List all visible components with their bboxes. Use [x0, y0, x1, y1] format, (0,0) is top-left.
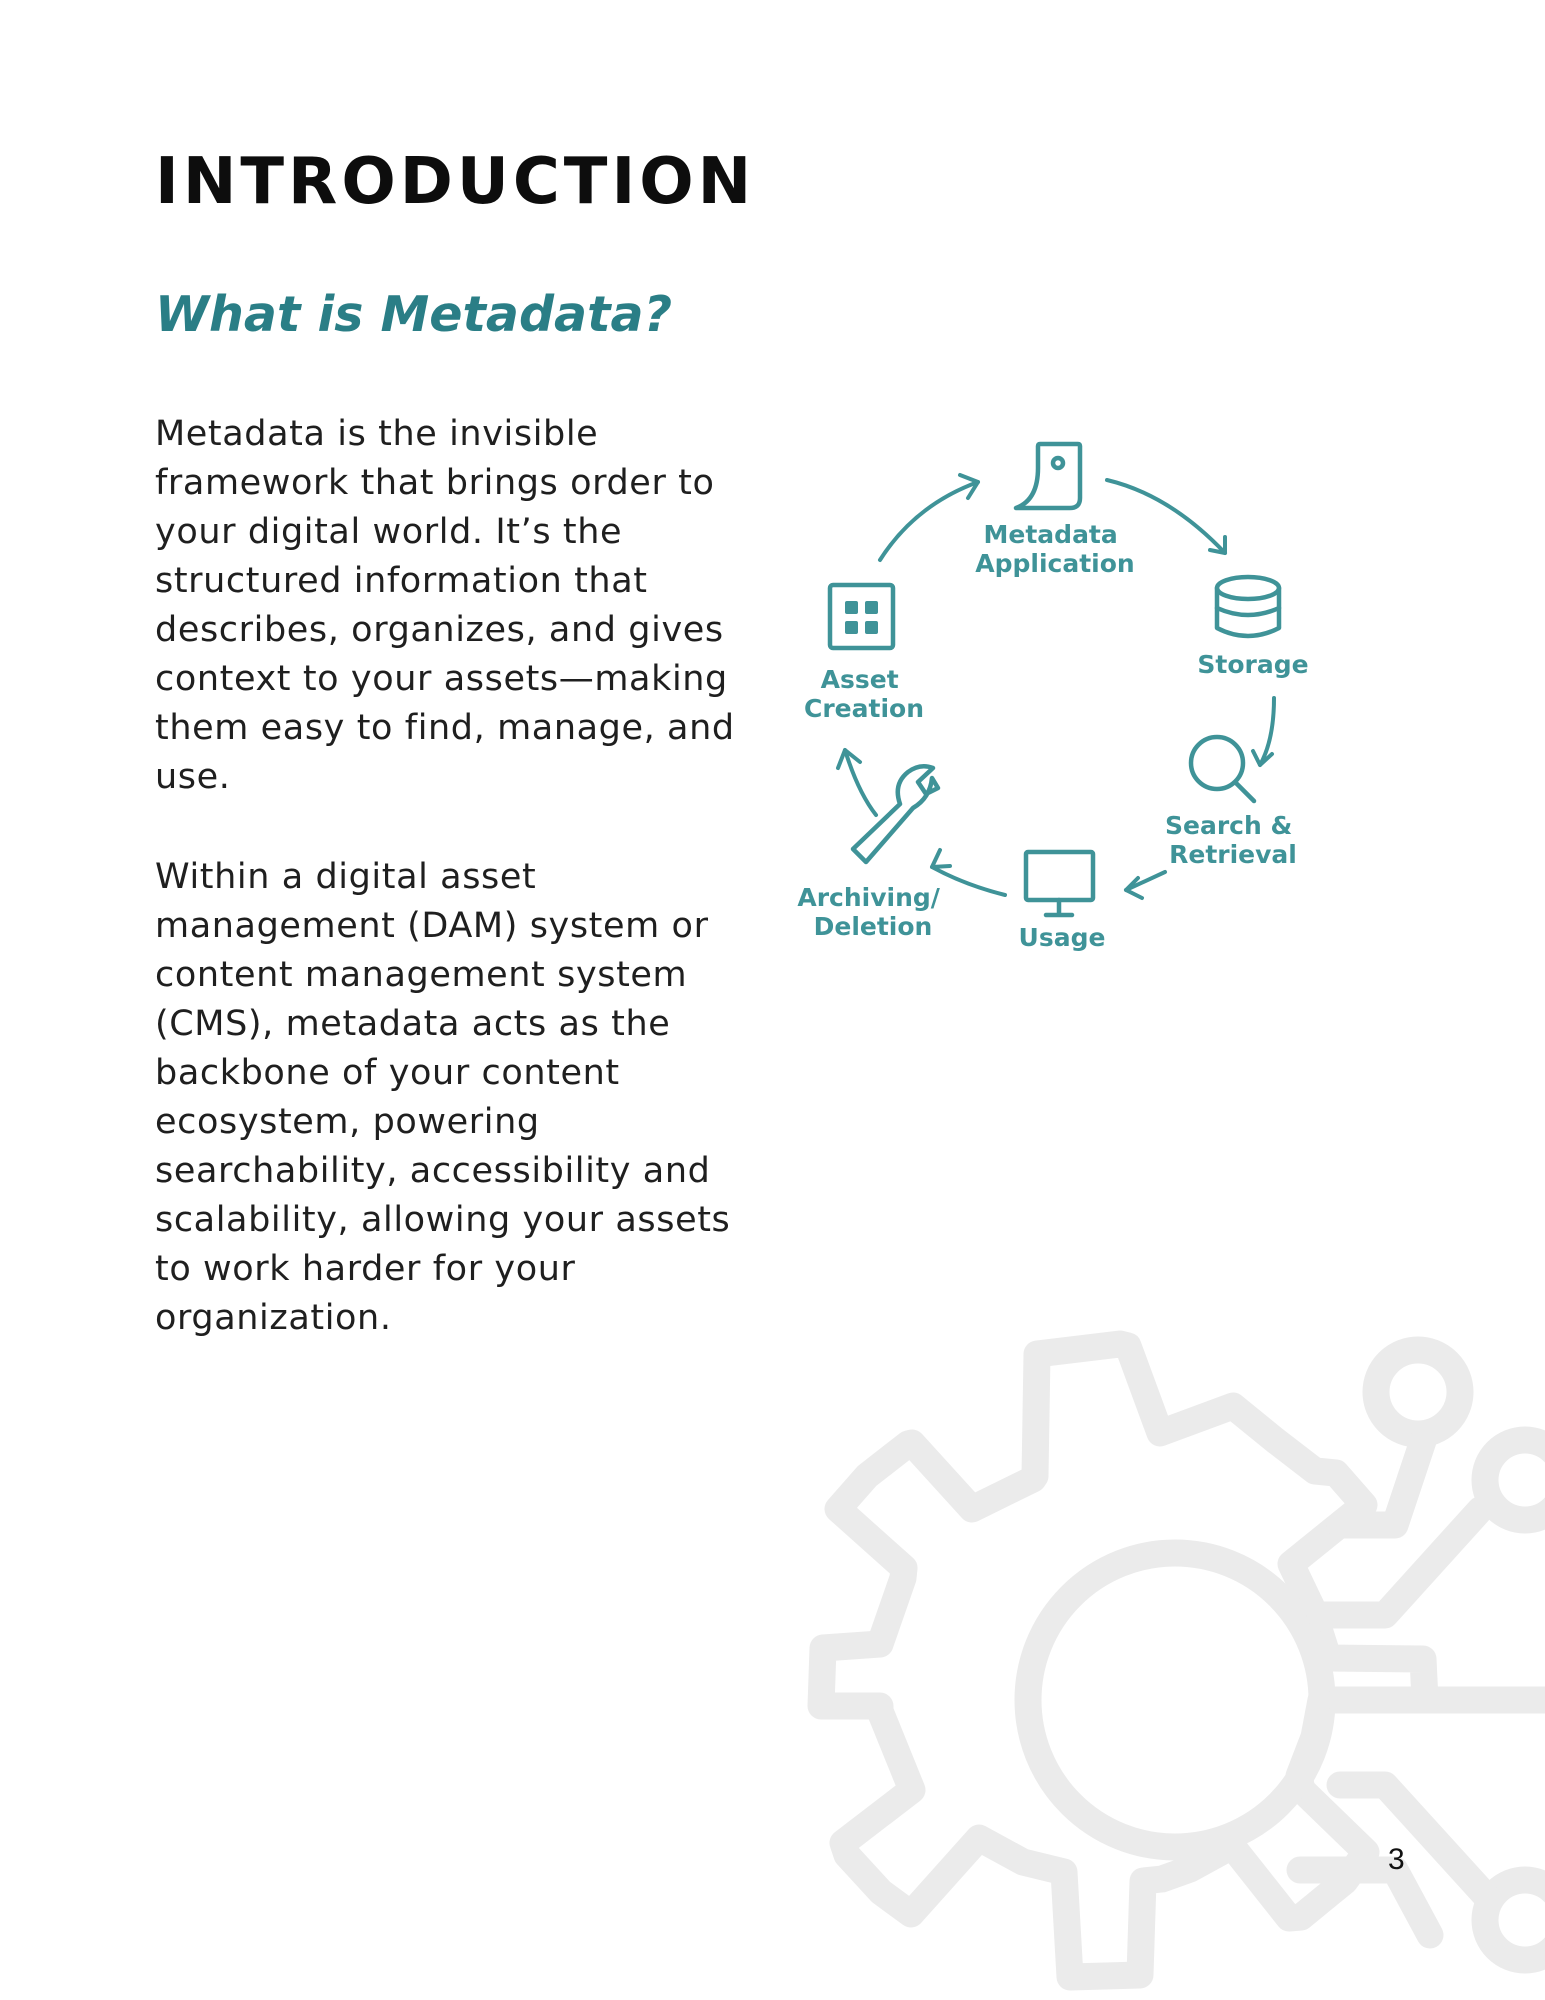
database-icon	[1217, 577, 1279, 636]
intro-paragraph: Metadata is the invisible framework that brings order to your digital world. It’s the structured information that describes, organizes, and gives context to your assets—making them easy to find, manage, and use.	[155, 414, 735, 797]
stage-label-metadata-application: Metadata Application	[975, 520, 1135, 578]
arrow-archiving-to-creation	[845, 750, 876, 815]
page-title: INTRODUCTION	[155, 145, 756, 219]
stage-label-search-retrieval: Search & Retrieval	[1164, 811, 1297, 869]
stage-label-archiving-deletion: Archiving/ Deletion	[797, 883, 940, 941]
grid-cell	[865, 621, 878, 634]
page-number: 3	[1388, 1843, 1405, 1876]
dam-paragraph: Within a digital asset management (DAM) system or content management system (CMS), metadata acts as the backbone of your content ecosystem, powering searchability, accessibility and scalability, allowing your assets to work harder for your organization.	[155, 857, 731, 1338]
grid-cell	[845, 601, 858, 614]
document-icon	[1016, 444, 1080, 508]
stage-label-usage: Usage	[1018, 923, 1106, 952]
arrow-search-to-usage	[1126, 872, 1165, 890]
grid-cell	[865, 601, 878, 614]
stage-label-asset-creation: Asset Creation	[804, 665, 924, 723]
magnifier-icon	[1191, 737, 1254, 801]
monitor-icon	[1026, 852, 1093, 915]
arrow-creation-to-application	[880, 482, 978, 560]
section-subtitle: What is Metadata?	[155, 286, 673, 343]
arrowhead	[932, 850, 950, 867]
metadata-lifecycle-diagram	[780, 410, 1340, 970]
grid-icon	[830, 585, 893, 648]
stage-label-storage: Storage	[1197, 650, 1309, 679]
wrench-icon	[853, 766, 938, 862]
grid-cell	[845, 621, 858, 634]
